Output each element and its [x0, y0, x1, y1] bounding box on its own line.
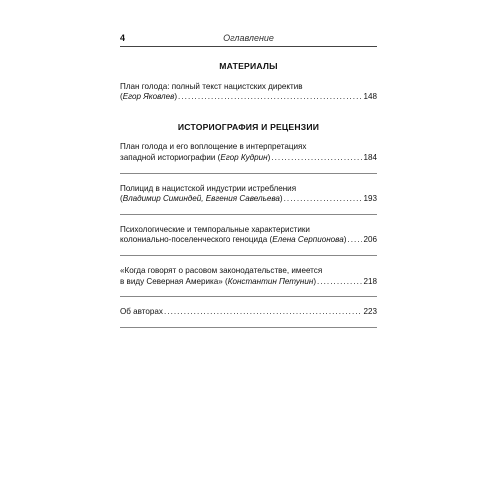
toc-entry[interactable]	[120, 184, 377, 215]
entry-page-number: 223	[363, 307, 377, 317]
entry-title-tail: западной историографии (	[120, 152, 221, 162]
entry-last-line	[120, 92, 377, 103]
entry-last-line	[120, 307, 377, 318]
entry-last-line	[120, 277, 377, 288]
section-title: МАТЕРИАЛЫ	[219, 61, 278, 71]
toc-entry[interactable]	[120, 142, 377, 173]
entry-last-line	[120, 153, 377, 164]
section-title: ИСТОРИОГРАФИЯ И РЕЦЕНЗИИ	[177, 121, 320, 132]
entry-page-number: 148	[363, 92, 377, 102]
dot-leader	[271, 153, 362, 164]
entry-paren-close: )	[279, 194, 283, 204]
entry-author: Владимир Симиндей, Евгения Савельева	[122, 194, 280, 204]
running-header	[120, 30, 377, 46]
entry-paren-close: )	[174, 92, 178, 102]
entry-title-line: Полицид в нацистской индустрии истребления	[120, 183, 297, 193]
toc-entry[interactable]	[120, 82, 377, 103]
entry-title-line: План голода: полный текст нацистских директив	[120, 81, 303, 91]
entry-last-line	[120, 194, 377, 205]
entry-paren-close: )	[313, 276, 317, 286]
entry-title-tail: в виду Северная Америка» (	[120, 276, 228, 286]
toc-content	[120, 50, 377, 328]
toc-entry[interactable]	[120, 225, 377, 256]
running-title: Оглавление	[223, 33, 274, 43]
toc-entry[interactable]	[120, 266, 377, 297]
entry-title-tail: Об авторах	[120, 307, 163, 317]
entry-title-line: План голода и его воплощение в интерпретациях	[120, 142, 307, 152]
dot-leader	[164, 307, 363, 318]
entry-paren-close: )	[343, 235, 347, 245]
entry-page-number: 218	[363, 276, 377, 286]
dot-leader	[347, 235, 362, 246]
entry-title-line: «Когда говорят о расовом законодательстве, имеется	[120, 265, 323, 275]
entry-page-number: 184	[363, 152, 377, 162]
entry-author: Егор Яковлев	[122, 92, 175, 102]
entry-page-number: 193	[363, 194, 377, 204]
dot-leader	[284, 194, 363, 205]
toc-entry[interactable]	[120, 307, 377, 328]
entry-author: Елена Серпионова	[272, 235, 344, 245]
entry-author: Егор Кудрин	[220, 152, 268, 162]
entry-title-tail: колониально-поселенческого геноцида (	[120, 235, 273, 245]
entry-page-number: 206	[363, 235, 377, 245]
entry-divider	[120, 296, 377, 297]
page-number: 4	[120, 33, 126, 43]
dot-leader	[317, 277, 362, 288]
entry-divider	[120, 327, 377, 328]
entry-author: Константин Петунин	[227, 276, 314, 286]
entry-title-line: Психологические и темпоральные характеристики	[120, 224, 310, 234]
dot-leader	[178, 92, 362, 103]
entry-divider	[120, 255, 377, 256]
entry-divider	[120, 214, 377, 215]
entry-last-line	[120, 235, 377, 246]
entry-title-tail: (	[120, 194, 123, 204]
entry-paren-close: )	[267, 152, 271, 162]
header-rule	[120, 46, 377, 47]
entry-divider	[120, 173, 377, 174]
entry-title-tail: (	[120, 92, 123, 102]
